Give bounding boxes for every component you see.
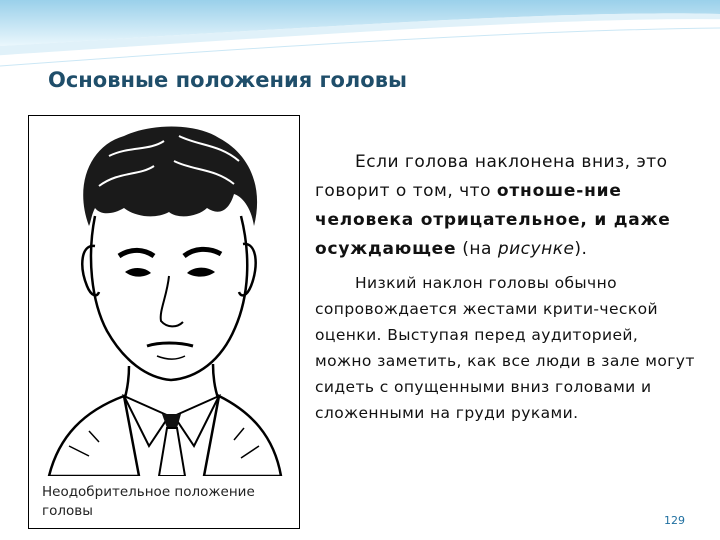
caption-line-2: головы (42, 503, 93, 519)
body-text (315, 148, 700, 426)
slide-title: Основные положения головы (48, 68, 407, 92)
paragraph-1-text-b: (на (456, 239, 498, 259)
paragraph-1-text-a: Если голова наклонена вниз, это говорит о том, что (315, 152, 668, 201)
illustration-frame (28, 115, 300, 529)
paragraph-1 (315, 148, 700, 264)
paragraph-1-italic: рисунке (497, 239, 575, 259)
caption-line-1: Неодобрительное положение (42, 484, 255, 500)
page-number: 129 (664, 514, 685, 527)
paragraph-1-text-c: ). (574, 239, 588, 259)
illustration-caption (42, 483, 292, 521)
man-portrait-drawing (29, 116, 300, 476)
paragraph-1-bold: отноше-ние человека отрицательное, и даже осуждающее (315, 181, 671, 259)
paragraph-2: Низкий наклон головы обычно сопровождается жестами крити-ческой оценки. Выступая перед аудиторией, можно заметить, как все люди в зале могут сидеть с опущенными вниз головами и сложенными на груди руками. (315, 274, 695, 422)
